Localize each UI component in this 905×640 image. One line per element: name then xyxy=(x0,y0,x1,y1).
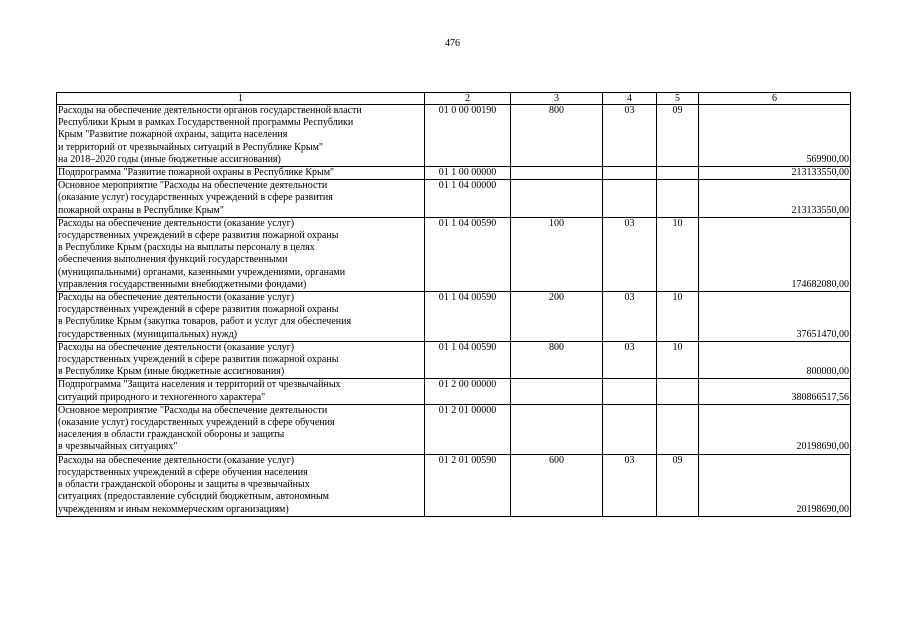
column-header: 6 xyxy=(699,93,851,105)
row-section: 03 xyxy=(603,454,657,516)
row-description: Основное мероприятие "Расходы на обеспечение деятельности (оказание услуг) государственных учреждений в сфере развития пожарной охраны в Республике Крым" xyxy=(57,180,425,218)
row-amount: 569900,00 xyxy=(699,105,851,167)
row-expense-type: 800 xyxy=(511,105,603,167)
row-code: 01 1 04 00590 xyxy=(425,341,511,379)
row-description: Расходы на обеспечение деятельности органов государственной власти Республики Крым в рамках Государственной программы Республики Крым "Развитие пожарной охраны, защита населения и территорий от чрезвычайных ситуаций в Республике Крым" на 2018–2020 годы (иные бюджетные ассигнования) xyxy=(57,105,425,167)
row-section: 03 xyxy=(603,341,657,379)
table-row xyxy=(57,341,851,379)
table-row xyxy=(57,217,851,291)
row-description: Расходы на обеспечение деятельности (оказание услуг) государственных учреждений в сфере развития пожарной охраны в Республике Крым (расходы на выплаты персоналу в целях обеспечения выполнения функций государственными (муниципальными) органами, казенными учреждениями, органами управления государственными внебюджетными фондами) xyxy=(57,217,425,291)
row-amount: 213133550,00 xyxy=(699,180,851,218)
column-header: 3 xyxy=(511,93,603,105)
column-header: 5 xyxy=(657,93,699,105)
row-expense-type xyxy=(511,379,603,404)
row-expense-type: 200 xyxy=(511,292,603,342)
row-code: 01 0 00 00190 xyxy=(425,105,511,167)
row-subsection: 09 xyxy=(657,105,699,167)
row-subsection xyxy=(657,180,699,218)
row-amount: 213133550,00 xyxy=(699,167,851,180)
row-description: Расходы на обеспечение деятельности (оказание услуг) государственных учреждений в сфере обучения населения в области гражданской обороны и защиты в чрезвычайных ситуациях (предоставление субсидий бюджетным, автономным учреждениям и иным некоммерческим организациям) xyxy=(57,454,425,516)
row-expense-type: 600 xyxy=(511,454,603,516)
row-amount: 20198690,00 xyxy=(699,454,851,516)
budget-table xyxy=(56,92,851,517)
row-amount: 20198690,00 xyxy=(699,404,851,454)
column-header: 2 xyxy=(425,93,511,105)
row-amount: 37651470,00 xyxy=(699,292,851,342)
row-subsection: 10 xyxy=(657,217,699,291)
row-code: 01 2 00 00000 xyxy=(425,379,511,404)
row-expense-type: 100 xyxy=(511,217,603,291)
row-section xyxy=(603,167,657,180)
row-subsection xyxy=(657,379,699,404)
row-code: 01 2 01 00000 xyxy=(425,404,511,454)
row-expense-type xyxy=(511,167,603,180)
row-section xyxy=(603,180,657,218)
row-amount: 174682080,00 xyxy=(699,217,851,291)
row-expense-type xyxy=(511,404,603,454)
column-header: 4 xyxy=(603,93,657,105)
row-amount: 800000,00 xyxy=(699,341,851,379)
row-expense-type: 800 xyxy=(511,341,603,379)
row-description: Основное мероприятие "Расходы на обеспечение деятельности (оказание услуг) государственных учреждений в сфере обучения населения в области гражданской обороны и защиты в чрезвычайных ситуациях" xyxy=(57,404,425,454)
row-subsection: 09 xyxy=(657,454,699,516)
row-description: Расходы на обеспечение деятельности (оказание услуг) государственных учреждений в сфере развития пожарной охраны в Республике Крым (закупка товаров, работ и услуг для обеспечения государственных (муниципальных) нужд) xyxy=(57,292,425,342)
table-header-row xyxy=(57,93,851,105)
table-row xyxy=(57,292,851,342)
row-amount: 380866517,56 xyxy=(699,379,851,404)
row-description: Подпрограмма "Защита населения и территорий от чрезвычайных ситуаций природного и техногенного характера" xyxy=(57,379,425,404)
row-section xyxy=(603,404,657,454)
row-code: 01 2 01 00590 xyxy=(425,454,511,516)
row-expense-type xyxy=(511,180,603,218)
table-row xyxy=(57,379,851,404)
table-row xyxy=(57,404,851,454)
table-row xyxy=(57,454,851,516)
table-row xyxy=(57,167,851,180)
table-row xyxy=(57,105,851,167)
row-subsection xyxy=(657,404,699,454)
row-section: 03 xyxy=(603,105,657,167)
row-code: 01 1 04 00590 xyxy=(425,292,511,342)
row-code: 01 1 04 00000 xyxy=(425,180,511,218)
row-subsection: 10 xyxy=(657,292,699,342)
column-header: 1 xyxy=(57,93,425,105)
row-section: 03 xyxy=(603,217,657,291)
page-number: 476 xyxy=(445,38,460,49)
row-subsection xyxy=(657,167,699,180)
row-description: Расходы на обеспечение деятельности (оказание услуг) государственных учреждений в сфере развития пожарной охраны в Республике Крым (иные бюджетные ассигнования) xyxy=(57,341,425,379)
row-code: 01 1 04 00590 xyxy=(425,217,511,291)
table-row xyxy=(57,180,851,218)
row-code: 01 1 00 00000 xyxy=(425,167,511,180)
row-description: Подпрограмма "Развитие пожарной охраны в Республике Крым" xyxy=(57,167,425,180)
row-section: 03 xyxy=(603,292,657,342)
row-section xyxy=(603,379,657,404)
row-subsection: 10 xyxy=(657,341,699,379)
